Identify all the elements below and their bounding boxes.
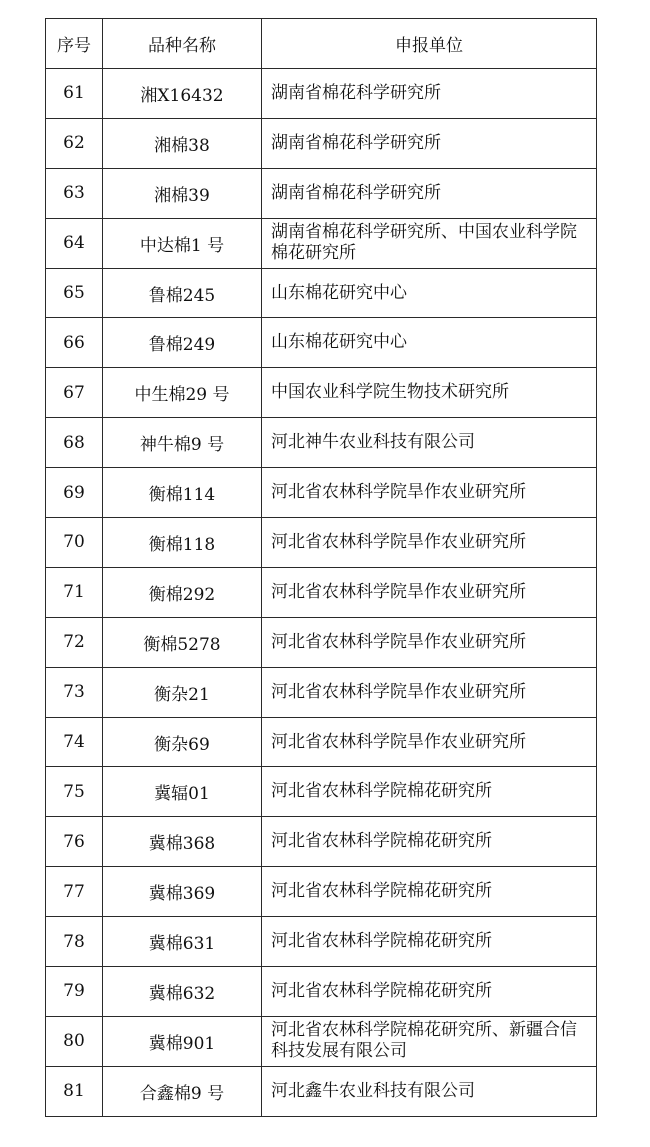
table-body	[46, 69, 597, 1117]
cell-serial-number: 77	[46, 867, 103, 917]
header-row	[46, 19, 597, 69]
cell-serial-number: 71	[46, 567, 103, 617]
table-header	[46, 19, 597, 69]
cell-applicant-unit: 河北省农林科学院棉花研究所	[262, 817, 597, 867]
table-row	[46, 817, 597, 867]
table-row	[46, 917, 597, 967]
cell-serial-number: 66	[46, 318, 103, 368]
cell-serial-number: 69	[46, 468, 103, 518]
table-row	[46, 268, 597, 318]
cell-variety-name: 湘X16432	[103, 69, 262, 119]
cell-variety-name: 鲁棉245	[103, 268, 262, 318]
cell-serial-number: 73	[46, 667, 103, 717]
cell-applicant-unit: 河北神牛农业科技有限公司	[262, 418, 597, 468]
cell-applicant-unit: 湖南省棉花科学研究所	[262, 168, 597, 218]
table-row	[46, 567, 597, 617]
cell-serial-number: 81	[46, 1066, 103, 1116]
cell-serial-number: 63	[46, 168, 103, 218]
cell-variety-name: 合鑫棉9 号	[103, 1066, 262, 1116]
cell-variety-name: 衡棉5278	[103, 617, 262, 667]
cell-applicant-unit: 河北省农林科学院旱作农业研究所	[262, 518, 597, 568]
table-row	[46, 1066, 597, 1116]
cell-applicant-unit: 湖南省棉花科学研究所	[262, 69, 597, 119]
cell-variety-name: 中生棉29 号	[103, 368, 262, 418]
table-row	[46, 168, 597, 218]
table-row	[46, 767, 597, 817]
table-row	[46, 867, 597, 917]
table-row	[46, 368, 597, 418]
cell-variety-name: 衡杂21	[103, 667, 262, 717]
cell-applicant-unit: 河北省农林科学院棉花研究所	[262, 867, 597, 917]
table-row	[46, 69, 597, 119]
cell-applicant-unit: 河北鑫牛农业科技有限公司	[262, 1066, 597, 1116]
header-variety-name: 品种名称	[103, 19, 262, 69]
cell-serial-number: 72	[46, 617, 103, 667]
cell-serial-number: 68	[46, 418, 103, 468]
cell-serial-number: 75	[46, 767, 103, 817]
cell-applicant-unit: 湖南省棉花科学研究所、中国农业科学院棉花研究所	[262, 218, 597, 268]
table-row	[46, 617, 597, 667]
cell-applicant-unit: 河北省农林科学院旱作农业研究所	[262, 717, 597, 767]
cell-serial-number: 67	[46, 368, 103, 418]
header-applicant-unit: 申报单位	[262, 19, 597, 69]
cell-applicant-unit: 河北省农林科学院旱作农业研究所	[262, 617, 597, 667]
cell-serial-number: 61	[46, 69, 103, 119]
cell-variety-name: 中达棉1 号	[103, 218, 262, 268]
variety-table	[45, 18, 597, 1117]
cell-variety-name: 衡杂69	[103, 717, 262, 767]
cell-variety-name: 湘棉38	[103, 118, 262, 168]
table-row	[46, 318, 597, 368]
cell-serial-number: 74	[46, 717, 103, 767]
table-row	[46, 218, 597, 268]
cell-applicant-unit: 中国农业科学院生物技术研究所	[262, 368, 597, 418]
cell-serial-number: 62	[46, 118, 103, 168]
table-row	[46, 717, 597, 767]
cell-variety-name: 冀棉368	[103, 817, 262, 867]
cell-serial-number: 70	[46, 518, 103, 568]
table-row	[46, 667, 597, 717]
cell-serial-number: 78	[46, 917, 103, 967]
cell-variety-name: 衡棉292	[103, 567, 262, 617]
cell-serial-number: 80	[46, 1016, 103, 1066]
cell-serial-number: 76	[46, 817, 103, 867]
cell-variety-name: 衡棉118	[103, 518, 262, 568]
cell-variety-name: 冀棉632	[103, 967, 262, 1017]
table-row	[46, 967, 597, 1017]
cell-serial-number: 64	[46, 218, 103, 268]
cell-applicant-unit: 山东棉花研究中心	[262, 318, 597, 368]
cell-serial-number: 79	[46, 967, 103, 1017]
cell-applicant-unit: 河北省农林科学院棉花研究所	[262, 967, 597, 1017]
cell-applicant-unit: 河北省农林科学院棉花研究所	[262, 917, 597, 967]
table-row	[46, 468, 597, 518]
cell-variety-name: 衡棉114	[103, 468, 262, 518]
table-row	[46, 518, 597, 568]
table-row	[46, 118, 597, 168]
cell-variety-name: 冀棉901	[103, 1016, 262, 1066]
table-row	[46, 418, 597, 468]
cell-variety-name: 神牛棉9 号	[103, 418, 262, 468]
cell-variety-name: 冀辐01	[103, 767, 262, 817]
header-serial-number: 序号	[46, 19, 103, 69]
cell-applicant-unit: 河北省农林科学院旱作农业研究所	[262, 667, 597, 717]
cell-applicant-unit: 河北省农林科学院旱作农业研究所	[262, 468, 597, 518]
cell-applicant-unit: 湖南省棉花科学研究所	[262, 118, 597, 168]
cell-variety-name: 湘棉39	[103, 168, 262, 218]
cell-variety-name: 冀棉369	[103, 867, 262, 917]
cell-applicant-unit: 河北省农林科学院棉花研究所、新疆合信科技发展有限公司	[262, 1016, 597, 1066]
cell-variety-name: 鲁棉249	[103, 318, 262, 368]
cell-variety-name: 冀棉631	[103, 917, 262, 967]
cell-serial-number: 65	[46, 268, 103, 318]
table-row	[46, 1016, 597, 1066]
cell-applicant-unit: 山东棉花研究中心	[262, 268, 597, 318]
cell-applicant-unit: 河北省农林科学院棉花研究所	[262, 767, 597, 817]
cell-applicant-unit: 河北省农林科学院旱作农业研究所	[262, 567, 597, 617]
